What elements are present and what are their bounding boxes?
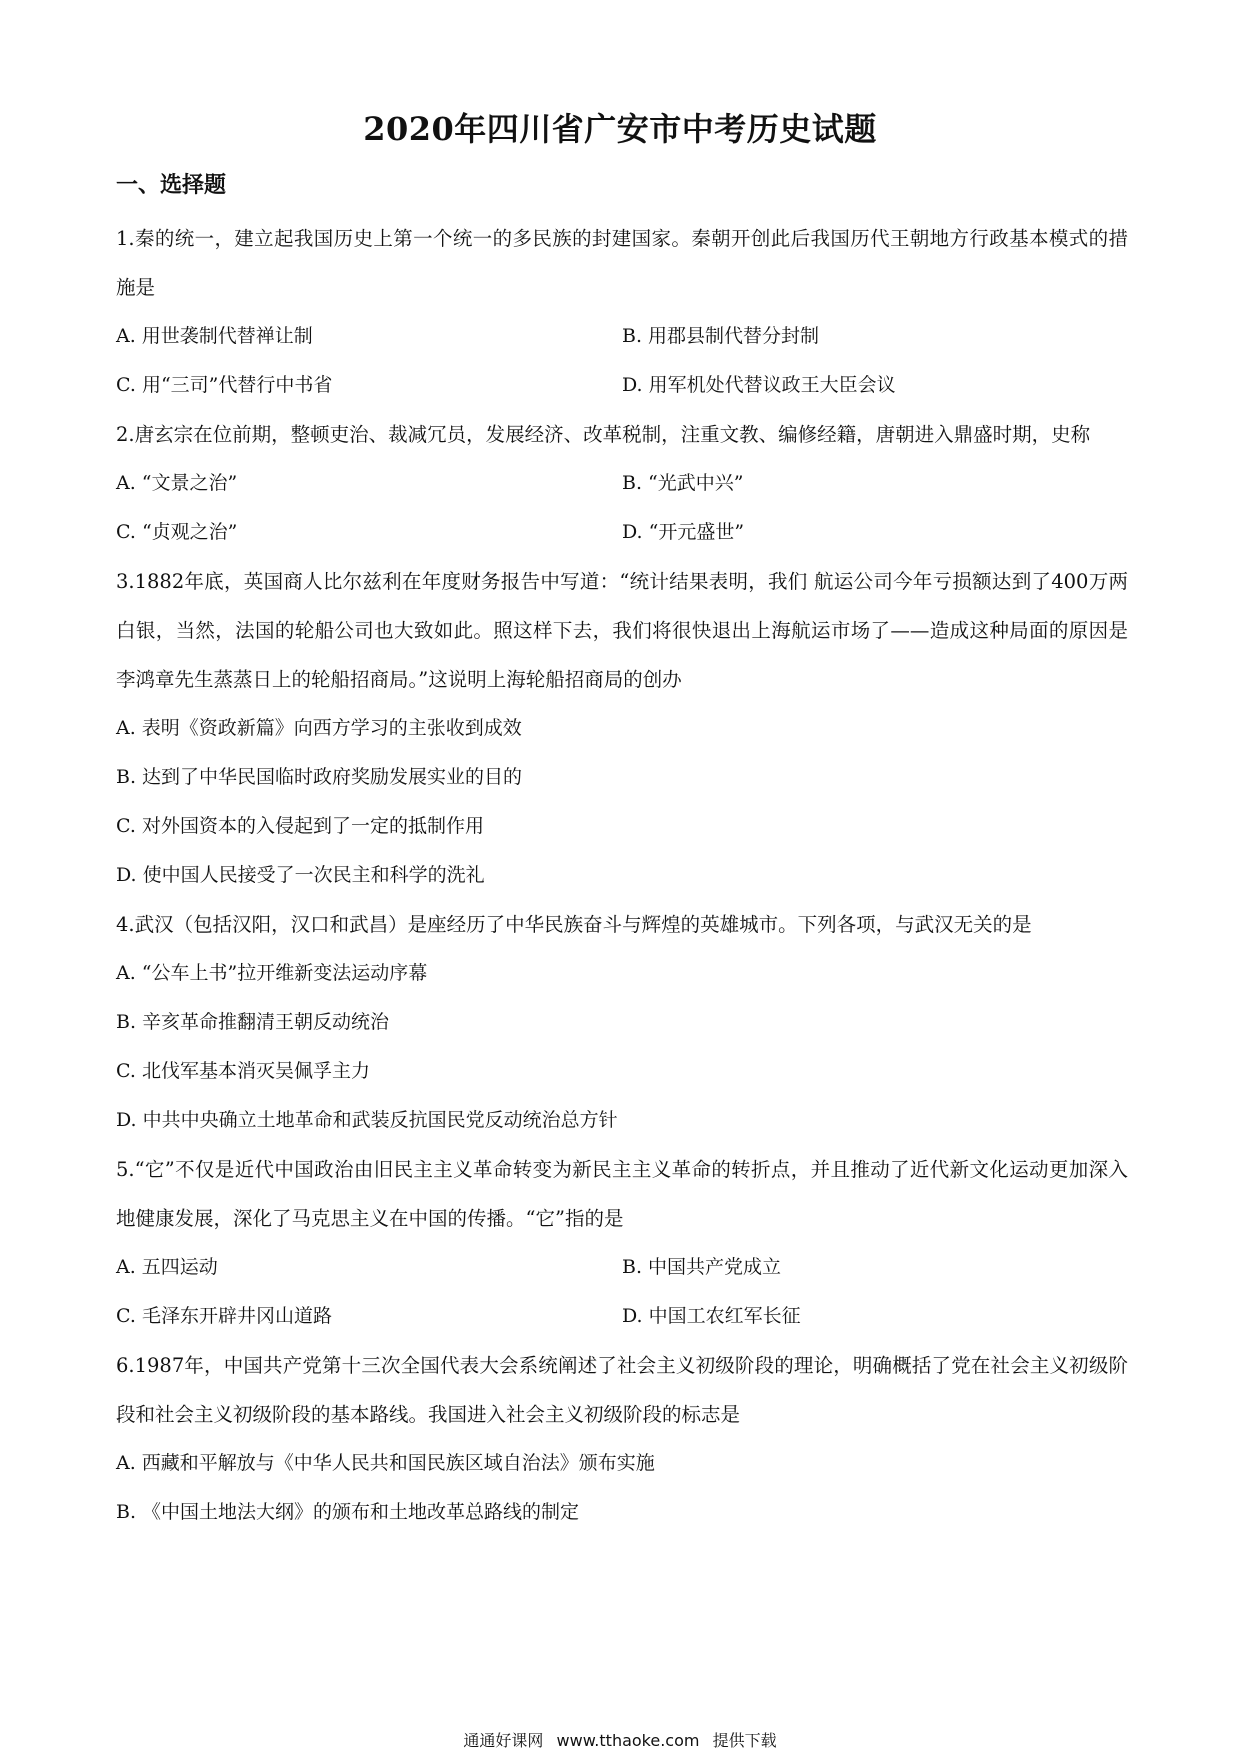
option-b: B. 用郡县制代替分封制 [622, 325, 820, 347]
question-4 [116, 900, 1128, 1145]
option-d: D. “开元盛世” [622, 521, 745, 543]
question-list [116, 214, 1128, 1537]
option-d: D. 中共中央确立土地革命和武装反抗国民党反动统治总方针 [116, 1109, 618, 1131]
footer-site-name: 通通好课网 [463, 1731, 544, 1750]
section-heading: 一、选择题 [116, 173, 227, 198]
question-stem: 4.武汉（包括汉阳，汉口和武昌）是座经历了中华民族奋斗与辉煌的英雄城市。下列各项，与武汉无关的是 [116, 913, 1032, 936]
option-a: A. 用世袭制代替禅让制 [116, 325, 313, 347]
option-c: C. “贞观之治” [116, 521, 238, 543]
option-b: B. 达到了中华民国临时政府奖励发展实业的目的 [116, 766, 523, 788]
option-a: A. 五四运动 [116, 1256, 218, 1278]
page-footer [0, 1728, 1240, 1751]
option-row [116, 459, 1128, 508]
option-c: C. 毛泽东开辟井冈山道路 [116, 1305, 332, 1327]
option-c: C. 对外国资本的入侵起到了一定的抵制作用 [116, 815, 484, 837]
option-b: B. “光武中兴” [622, 472, 744, 494]
option-a: A. 西藏和平解放与《中华人民共和国民族区域自治法》颁布实施 [116, 1452, 655, 1474]
question-6 [116, 1341, 1128, 1537]
page-title: 2020年四川省广安市中考历史试题 [363, 110, 877, 148]
question-5 [116, 1145, 1128, 1341]
question-2 [116, 410, 1128, 557]
option-d: D. 使中国人民接受了一次民主和科学的洗礼 [116, 864, 485, 886]
option-c: C. 用“三司”代替行中书省 [116, 374, 333, 396]
footer-url[interactable]: www.tthaoke.com [556, 1731, 700, 1750]
option-row [116, 508, 1128, 557]
option-a: A. 表明《资政新篇》向西方学习的主张收到成效 [116, 717, 522, 739]
question-stem: 1.秦的统一，建立起我国历史上第一个统一的多民族的封建国家。秦朝开创此后我国历代王朝地方行政基本模式的措施是 [116, 227, 1128, 299]
question-stem: 2.唐玄宗在位前期，整顿吏治、裁减冗员，发展经济、改革税制，注重文教、编修经籍，唐朝进入鼎盛时期，史称 [116, 423, 1091, 446]
option-b: B. 中国共产党成立 [622, 1256, 782, 1278]
question-3 [116, 557, 1128, 900]
option-c: C. 北伐军基本消灭吴佩孚主力 [116, 1060, 370, 1082]
option-row [116, 1243, 1128, 1292]
question-1 [116, 214, 1128, 410]
option-d: D. 中国工农红军长征 [622, 1305, 801, 1327]
option-a: A. “文景之治” [116, 472, 238, 494]
option-a: A. “公车上书”拉开维新变法运动序幕 [116, 962, 428, 984]
question-stem: 6.1987年，中国共产党第十三次全国代表大会系统阐述了社会主义初级阶段的理论，明确概括了党在社会主义初级阶段和社会主义初级阶段的基本路线。我国进入社会主义初级阶段的标志是 [116, 1354, 1128, 1426]
option-row [116, 312, 1128, 361]
option-row [116, 361, 1128, 410]
option-d: D. 用军机处代替议政王大臣会议 [622, 374, 896, 396]
option-b: B. 《中国土地法大纲》的颁布和土地改革总路线的制定 [116, 1501, 580, 1523]
question-stem: 3.1882年底，英国商人比尔兹利在年度财务报告中写道：“统计结果表明，我们 航运公司今年亏损额达到了400万两白银，当然，法国的轮船公司也大致如此。照这样下去，我们将很快退出上海航运市场了——造成这种局面的原因是李鸿章先生蒸蒸日上的轮船招商局。”这说明上海轮船招商局的创办 [116, 570, 1128, 691]
question-stem: 5.“它”不仅是近代中国政治由旧民主主义革命转变为新民主主义革命的转折点，并且推动了近代新文化运动更加深入地健康发展，深化了马克思主义在中国的传播。“它”指的是 [116, 1158, 1128, 1230]
option-row [116, 1292, 1128, 1341]
footer-note: 提供下载 [712, 1731, 777, 1750]
option-b: B. 辛亥革命推翻清王朝反动统治 [116, 1011, 390, 1033]
